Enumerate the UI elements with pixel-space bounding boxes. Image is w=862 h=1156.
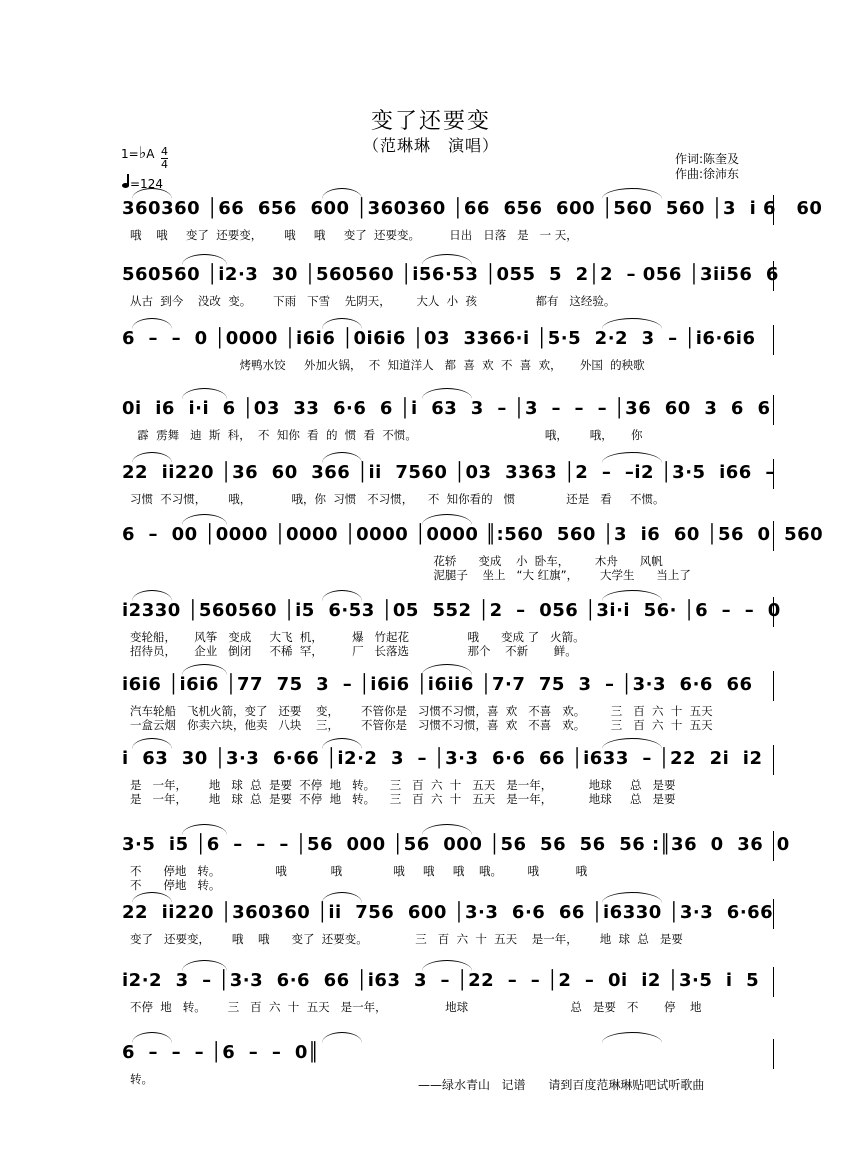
lyric-line-2: 一盒云烟 你卖六块，他卖 八块 三， 不管你是 习惯不习惯，喜 欢 不喜 欢。 三 百 六 十 五天: [130, 718, 713, 732]
slur-mark: [322, 452, 362, 463]
bar-line: [773, 967, 774, 997]
slur-mark: [132, 738, 172, 749]
bar-line: [773, 899, 774, 929]
lyric-line-1: 不 停地 转。 哦 哦 哦 哦 哦 哦。 哦 哦: [130, 864, 588, 878]
slur-mark: [422, 960, 472, 971]
slur-mark: [422, 388, 472, 399]
bar-line: [773, 597, 774, 627]
lyric-line-1: 习惯 不习惯， 哦， 哦，你 习惯 不习惯， 不 知你看的 惯 还是 看 不惯。: [130, 492, 665, 506]
slur-mark: [182, 388, 227, 399]
bar-line: [773, 521, 774, 551]
slur-mark: [322, 590, 362, 601]
slur-mark: [322, 892, 362, 903]
time-signature: [161, 146, 168, 171]
notation-line: i2·2 3 – │3·3 6·6 66 │i63 3 – │22 – – │2 – 0i i2 │3·5 i 5: [122, 970, 760, 991]
footer-note: ——绿水青山 记谱 请到百度范琳琳贴吧试听歌曲: [418, 1078, 705, 1092]
bar-line: [773, 671, 774, 701]
lyric-line-1: 是 一年， 地 球 总 是要 不停 地 转。 三 百 六 十 五天 是一年， 地球 总 是要: [130, 778, 676, 792]
lyric-line-1: 从古 到今 没改 变。 下雨 下雪 先阴天， 大人 小 孩 都有 这经验。: [130, 294, 616, 308]
lyric-line-1: 转。: [130, 1072, 153, 1086]
lyric-line-1: 变了 还要变， 哦 哦 变了 还要变。 三 百 六 十 五天 是一年， 地 球 总 是要: [130, 932, 683, 946]
lyric-line-1: 变轮船， 风筝 变成 大飞 机， 爆 竹起花 哦 变成 了 火箭。: [130, 630, 585, 644]
notation-line: i 63 30 │3·3 6·66 │i2·2 3 – │3·3 6·6 66 │i633 – │22 2i i2: [122, 748, 763, 769]
slur-mark: [422, 664, 472, 675]
tempo-value: =124: [130, 177, 163, 191]
slur-mark: [322, 188, 362, 199]
notation-line: i2330 │560560 │i5 6·53 │05 552 │2 – 056 │3i·i 56· │6 – – 0: [122, 600, 781, 621]
slur-mark: [182, 960, 227, 971]
lyric-line-1: 霹 雳舞 迪 斯 科， 不 知你 看 的 惯 看 不惯。 哦， 哦， 你: [130, 428, 643, 442]
key-signature: [121, 143, 168, 171]
lyric-line-2: 泥腿子 坐上 “大 红旗”， 大学生 当上了: [130, 568, 691, 582]
flat-sign: ♭: [138, 143, 147, 162]
lyric-line-2: 不 停地 转。: [130, 878, 221, 892]
notation-line: 6 – – 0 │0000 │i6i6 │0i6i6 │03 3366·i │5·5 2·2 3 – │i6·6i6: [122, 328, 756, 349]
lyric-line-1: 哦 哦 变了 还要变， 哦 哦 变了 还要变。 日出 日落 是 一 天，: [130, 228, 578, 242]
slur-mark: [602, 892, 662, 903]
lyricist: 作词:陈奎及: [675, 152, 740, 166]
notation-line: 22 ii220 │360360 │ii 756 600 │3·3 6·6 66 │i6330 │3·3 6·66: [122, 902, 774, 923]
slur-mark: [322, 318, 362, 329]
composer: 作曲:徐沛东: [675, 167, 740, 181]
slur-mark: [602, 590, 662, 601]
slur-mark: [422, 254, 472, 265]
bar-line: [773, 195, 774, 225]
notation-line: 6 – 00 │0000 │0000 │0000 │0000 ║:560 560 │3 i6 60 │56 0 560: [122, 524, 824, 545]
slur-mark: [602, 1032, 662, 1043]
slur-mark: [422, 824, 472, 835]
notation-line: 22 ii220 │36 60 366 │ii 7560 │03 3363 │2 – –i2 │3·5 i66 –: [122, 462, 775, 483]
slur-mark: [132, 590, 172, 601]
slur-mark: [322, 738, 362, 749]
slur-mark: [182, 824, 227, 835]
notation-line: 360360 │66 656 600 │360360 │66 656 600 │560 560 │3 i 6 60: [122, 198, 823, 219]
slur-mark: [602, 738, 662, 749]
slur-mark: [132, 318, 172, 329]
quarter-note-icon: [122, 174, 130, 188]
slur-mark: [602, 188, 662, 199]
notation-line: 6 – – – │6 – – 0║: [122, 1042, 320, 1063]
lyric-line-1: 烤鸭水饺 外加火锅， 不 知道洋人 都 喜 欢 不 喜 欢， 外国 的秧歌: [130, 358, 645, 372]
lyric-line-2: 招待员， 企业 倒闭 不稀 罕， 厂 长落选 那个 不新 鲜。: [130, 644, 577, 658]
slur-mark: [132, 452, 172, 463]
slur-mark: [602, 318, 662, 329]
notation-line: 560560 │i2·3 30 │560560 │i56·53 │055 5 2│2 – 056 │3ii56 6: [122, 264, 779, 285]
time-top: 4: [161, 145, 168, 158]
bar-line: [773, 459, 774, 489]
key-label: 1=: [121, 147, 139, 161]
time-bottom: 4: [161, 158, 168, 171]
song-title: 变了还要变: [370, 109, 491, 134]
slur-mark: [182, 664, 227, 675]
notation-line: 3·5 i5 │6 – – – │56 000 │56 000 │56 56 56 56 :║36 0 36 0: [122, 834, 790, 855]
bar-line: [773, 395, 774, 425]
slur-mark: [132, 1032, 172, 1043]
key-note: A: [146, 147, 155, 161]
slur-mark: [602, 452, 662, 463]
bar-line: [773, 745, 774, 775]
slur-mark: [182, 254, 227, 265]
bar-line: [773, 1039, 774, 1069]
bar-line: [773, 325, 774, 355]
slur-mark: [182, 514, 227, 525]
bar-line: [773, 831, 774, 861]
slur-mark: [322, 1032, 362, 1043]
notation-line: i6i6 │i6i6 │77 75 3 – │i6i6 │i6ii6 │7·7 75 3 – │3·3 6·6 66: [122, 674, 753, 695]
notation-line: 0i i6 i·i 6 │03 33 6·6 6 │i 63 3 – │3 – – – │36 60 3 6 6: [122, 398, 771, 419]
slur-mark: [132, 892, 172, 903]
lyric-line-1: 不停 地 转。 三 百 六 十 五天 是一年， 地球 总 是要 不 停 地: [130, 1000, 702, 1014]
slur-mark: [422, 514, 472, 525]
bar-line: [773, 261, 774, 291]
credits: [675, 152, 739, 182]
song-subtitle: （范琳琳 演唱）: [362, 136, 499, 155]
lyric-line-1: 花轿 变成 小 卧车， 木舟 风帆: [130, 554, 663, 568]
lyric-line-1: 汽车轮船 飞机火箭，变了 还要 变， 不管你是 习惯不习惯，喜 欢 不喜 欢。 三 百 六 十 五天: [130, 704, 713, 718]
lyric-line-2: 是 一年， 地 球 总 是要 不停 地 转。 三 百 六 十 五天 是一年， 地球 总 是要: [130, 792, 676, 806]
